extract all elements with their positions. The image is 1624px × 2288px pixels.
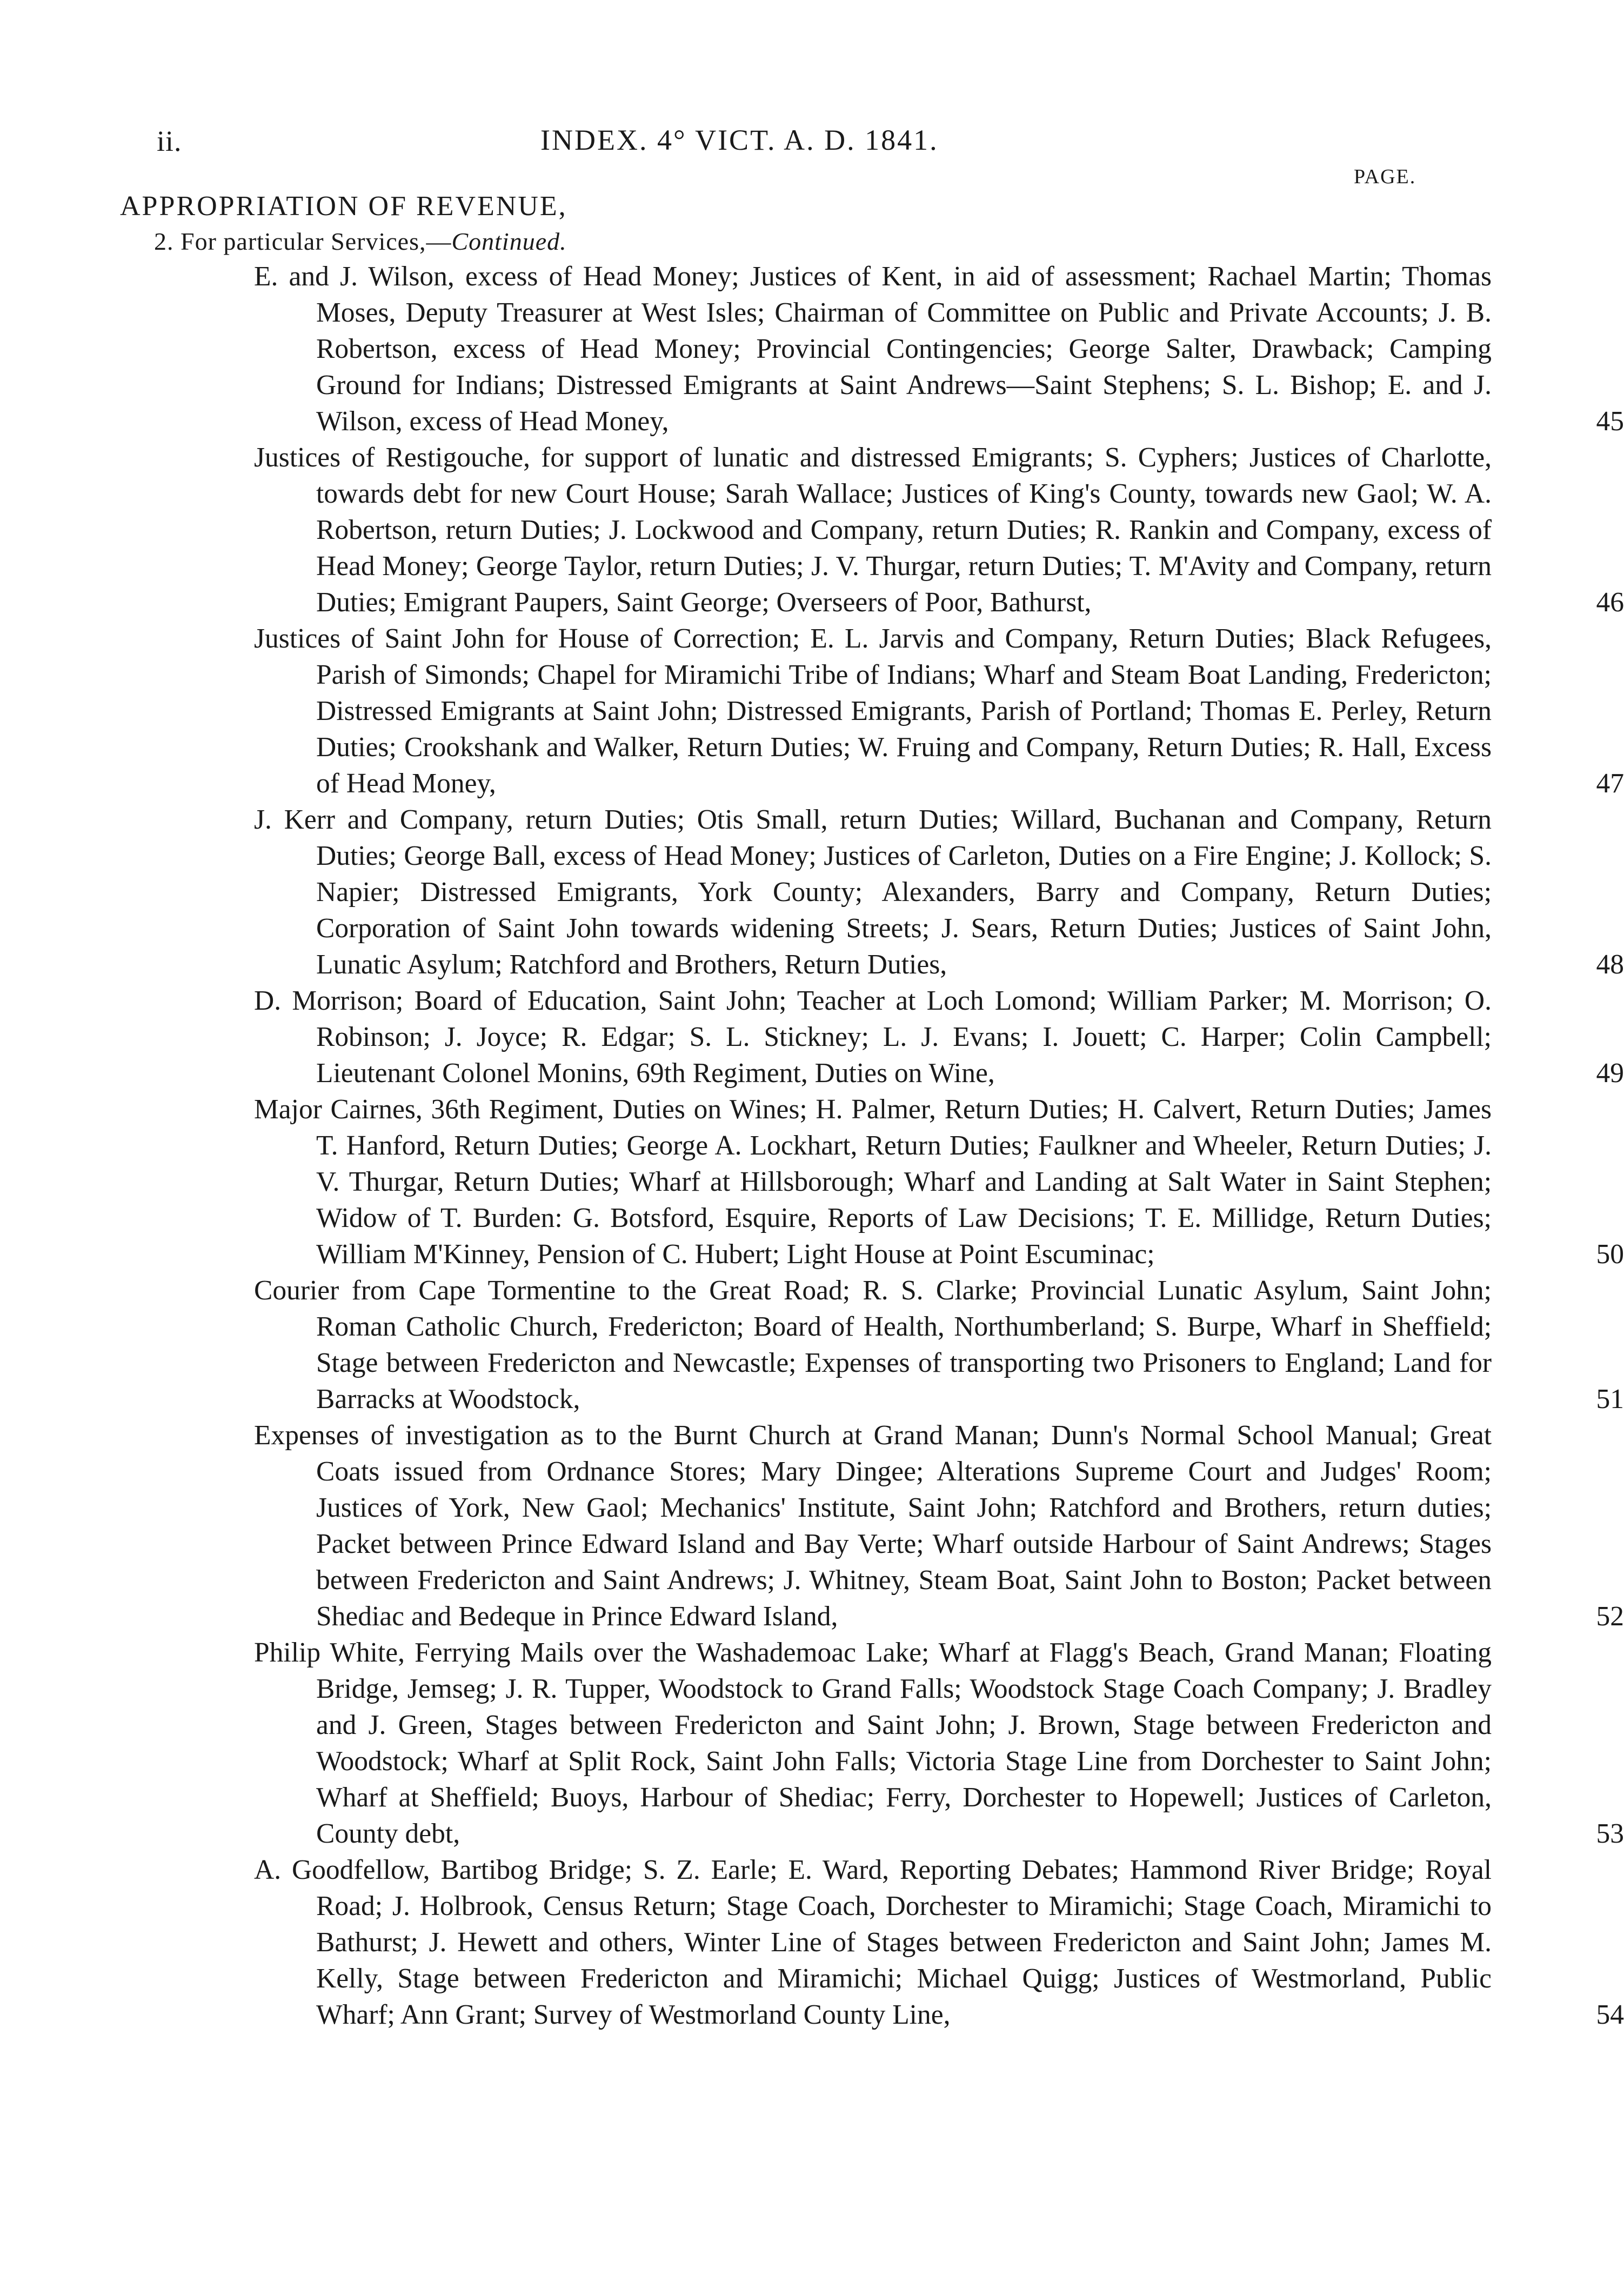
entry-text: Major Cairnes, 36th Regiment, Duties on Wines; H. Palmer, Return Duties; H. Calvert, Return Duties; James T. Hanford, Return Duties; George A. Lockhart, Return Duties; Faulkner and Wheeler, Return Duties; J. V. Thurgar, Return Duties; Wharf at Hillsborough; Wharf and Landing at Salt Water in Saint Stephen; Widow of T. Burden: G. Botsford, Esquire, Reports of Law Decisions; T. E. Millidge, Return Duties; William M'Kinney, Pension of C. Hubert; Light House at Point Escuminac; — [254, 1094, 1492, 1270]
entry-page-number: 46 — [1596, 587, 1624, 618]
entry-text: J. Kerr and Company, return Duties; Otis Small, return Duties; Willard, Buchanan and Company, Return Duties; George Ball, excess of Head Money; Justices of Carleton, Duties on a Fire Engine; J. Kollock; S. Napier; Distressed Emigrants, York County; Alexanders, Barry and Company, Return Duties; Corporation of Saint John towards widening Streets; J. Sears, Return Duties; Justices of Saint John, Lunatic Asylum; Ratchford and Brothers, Return Duties, — [254, 804, 1492, 980]
index-entry — [254, 1417, 1624, 1635]
entry-page-number: 48 — [1596, 949, 1624, 980]
page-column-label: PAGE. — [1354, 165, 1416, 188]
section-title: APPROPRIATION OF REVENUE, — [120, 191, 567, 222]
entry-text: Justices of Restigouche, for support of lunatic and distressed Emigrants; S. Cyphers; Justices of Charlotte, towards debt for new Court House; Sarah Wallace; Justices of King's County, towards new Gaol; W. A. Robertson, return Duties; J. Lockwood and Company, return Duties; R. Rankin and Company, excess of Head Money; George Taylor, return Duties; J. V. Thurgar, return Duties; T. M'Avity and Company, return Duties; Emigrant Paupers, Saint George; Overseers of Poor, Bathurst, — [254, 442, 1492, 618]
entry-text: Philip White, Ferrying Mails over the Washademoac Lake; Wharf at Flagg's Beach, Grand Manan; Floating Bridge, Jemseg; J. R. Tupper, Woodstock to Grand Falls; Woodstock Stage Coach Company; J. Bradley and J. Green, Stages between Fredericton and Saint John; J. Brown, Stage between Fredericton and Woodstock; Wharf at Split Rock, Saint John Falls; Victoria Stage Line from Dorchester to Saint John; Wharf at Sheffield; Buoys, Harbour of Shediac; Ferry, Dorchester to Hopewell; Justices of Carleton, County debt, — [254, 1637, 1492, 1849]
entry-page-number: 53 — [1596, 1818, 1624, 1849]
index-entry — [254, 1635, 1624, 1852]
entry-text: Expenses of investigation as to the Burnt Church at Grand Manan; Dunn's Normal School Manual; Great Coats issued from Ordnance Stores; Mary Dingee; Alterations Supreme Court and Judges' Room; Justices of York, New Gaol; Mechanics' Institute, Saint John; Ratchford and Brothers, return duties; Packet between Prince Edward Island and Bay Verte; Wharf outside Harbour of Saint Andrews; Stages between Fredericton and Saint Andrews; J. Whitney, Steam Boat, Saint John to Boston; Packet between Shediac and Bedeque in Prince Edward Island, — [254, 1420, 1492, 1632]
page-number: ii. — [157, 125, 182, 157]
index-entry — [254, 802, 1624, 983]
entry-text: E. and J. Wilson, excess of Head Money; Justices of Kent, in aid of assessment; Rachael Martin; Thomas Moses, Deputy Treasurer at West Isles; Chairman of Committee on Public and Private Accounts; J. B. Robertson, excess of Head Money; Provincial Contingencies; George Salter, Drawback; Camping Ground for Indians; Distressed Emigrants at Saint Andrews—Saint Stephens; S. L. Bishop; E. and J. Wilson, excess of Head Money, — [254, 261, 1492, 437]
index-entry — [254, 258, 1624, 439]
index-entry — [254, 1091, 1624, 1272]
entry-text: A. Goodfellow, Bartibog Bridge; S. Z. Earle; E. Ward, Reporting Debates; Hammond River Bridge; Royal Road; J. Holbrook, Census Return; Stage Coach, Dorchester to Miramichi; Stage Coach, Miramichi to Bathurst; J. Hewett and others, Winter Line of Stages between Fredericton and Saint John; James M. Kelly, Stage between Fredericton and Miramichi; Michael Quigg; Justices of Westmorland, Public Wharf; Ann Grant; Survey of Westmorland County Line, — [254, 1855, 1492, 2030]
entry-page-number: 45 — [1596, 406, 1624, 437]
page-title: INDEX. 4° VICT. A. D. 1841. — [540, 124, 939, 156]
entry-page-number: 54 — [1596, 1999, 1624, 2030]
index-entry — [254, 621, 1624, 802]
entry-page-number: 49 — [1596, 1058, 1624, 1089]
entry-text: Justices of Saint John for House of Correction; E. L. Jarvis and Company, Return Duties; Black Refugees, Parish of Simonds; Chapel for Miramichi Tribe of Indians; Wharf and Steam Boat Landing, Fredericton; Distressed Emigrants at Saint John; Distressed Emigrants, Parish of Portland; Thomas E. Perley, Return Duties; Crookshank and Walker, Return Duties; W. Fruing and Company, Return Duties; R. Hall, Excess of Head Money, — [254, 623, 1492, 799]
index-entry — [254, 1852, 1624, 2033]
subsection-title: 2. For particular Services,—Continued. — [154, 228, 567, 255]
index-entries — [254, 258, 1624, 2033]
entry-page-number: 50 — [1596, 1239, 1624, 1270]
entry-page-number: 52 — [1596, 1601, 1624, 1632]
entry-text: Courier from Cape Tormentine to the Great Road; R. S. Clarke; Provincial Lunatic Asylum, Saint John; Roman Catholic Church, Fredericton; Board of Health, Northumberland; S. Burpe, Wharf in Sheffield; Stage between Fredericton and Newcastle; Expenses of transporting two Prisoners to England; Land for Barracks at Woodstock, — [254, 1275, 1492, 1415]
entry-page-number: 47 — [1596, 768, 1624, 799]
index-entry — [254, 1272, 1624, 1417]
entry-page-number: 51 — [1596, 1384, 1624, 1415]
index-entry — [254, 439, 1624, 621]
index-entry — [254, 983, 1624, 1091]
entry-text: D. Morrison; Board of Education, Saint John; Teacher at Loch Lomond; William Parker; M. Morrison; O. Robinson; J. Joyce; R. Edgar; S. L. Stickney; L. J. Evans; I. Jouett; C. Harper; Colin Campbell; Lieutenant Colonel Monins, 69th Regiment, Duties on Wine, — [254, 985, 1492, 1089]
